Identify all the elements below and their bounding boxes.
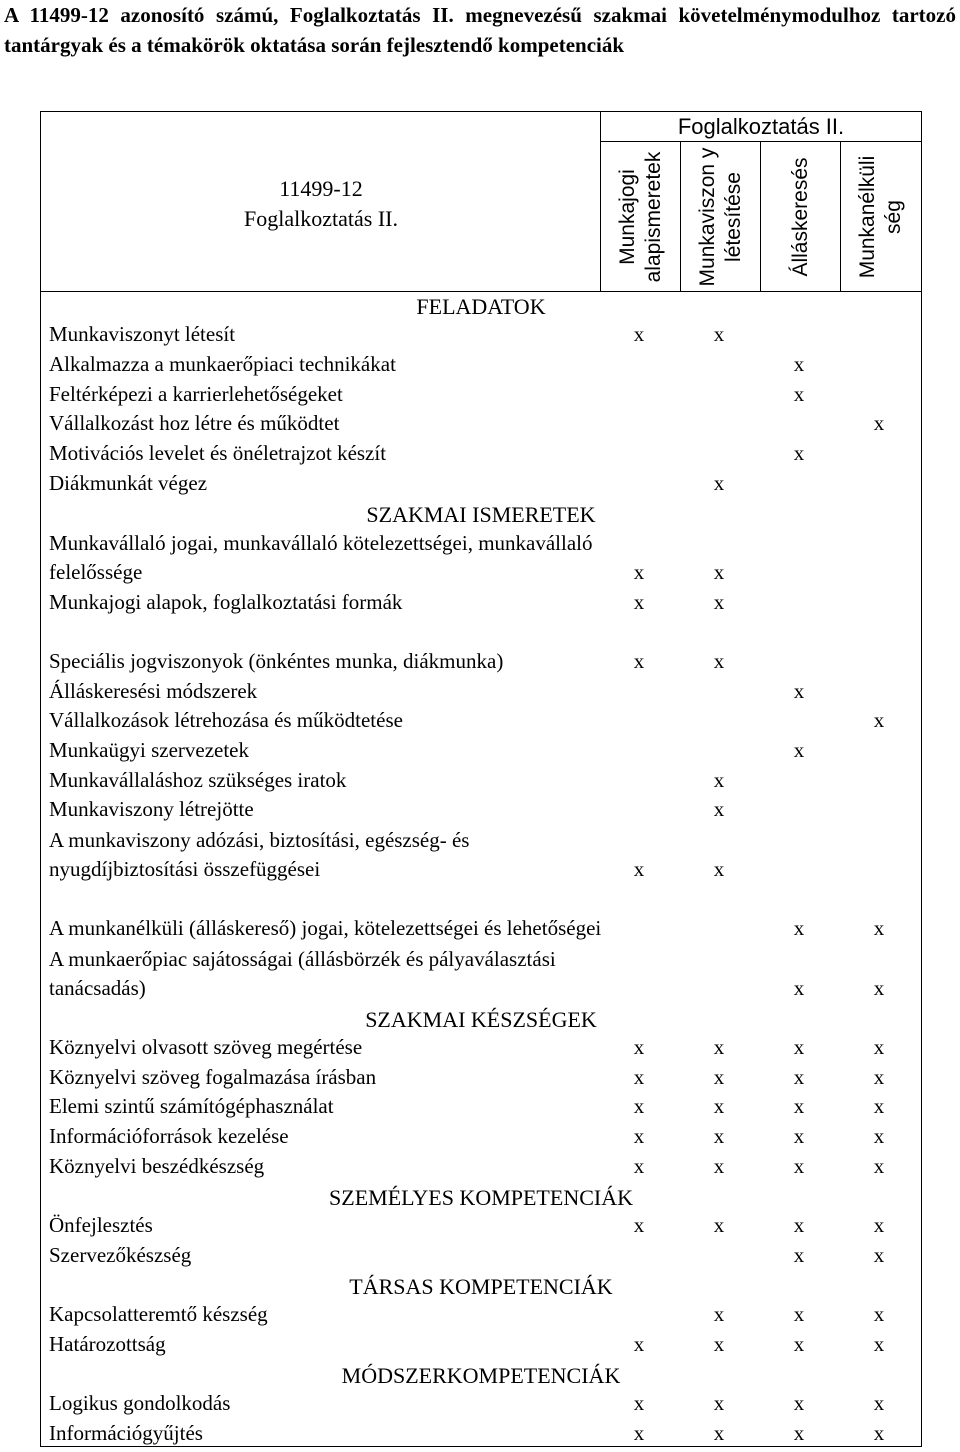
mark-cell: x bbox=[633, 1420, 645, 1445]
column-header-munkanelkuliseg bbox=[841, 142, 921, 292]
row-label: Szervezőkészség bbox=[49, 1242, 192, 1267]
mark-cell: x bbox=[793, 1331, 805, 1356]
row-label: A munkanélküli (álláskereső) jogai, kötelezettségei és lehetőségei bbox=[49, 916, 602, 941]
column-header-allaskereses bbox=[761, 142, 841, 292]
row-label: Munkavállaláshoz szükséges iratok bbox=[49, 767, 347, 792]
mark-cell: x bbox=[713, 1331, 725, 1356]
section-heading: SZAKMAI ISMERETEK bbox=[366, 501, 596, 527]
mark-cell: x bbox=[713, 470, 725, 495]
mark-cell: x bbox=[793, 1064, 805, 1089]
row-label: Motivációs levelet és önéletrajzot készít bbox=[49, 441, 387, 466]
table-row bbox=[41, 1242, 921, 1272]
table-row bbox=[41, 1123, 921, 1153]
row-label: Önfejlesztés bbox=[49, 1213, 153, 1238]
table-row bbox=[41, 1212, 921, 1242]
table-row bbox=[41, 530, 921, 589]
table-row bbox=[41, 322, 921, 352]
table-row bbox=[41, 470, 921, 500]
mark-cell: x bbox=[633, 589, 645, 614]
column-header-label: Munkajogi alapismeretek bbox=[615, 151, 665, 282]
table-row bbox=[41, 1331, 921, 1361]
row-label: Logikus gondolkodás bbox=[49, 1391, 231, 1416]
mark-cell: x bbox=[873, 916, 885, 941]
row-label: Álláskeresési módszerek bbox=[49, 678, 258, 703]
mark-cell: x bbox=[873, 1124, 885, 1149]
mark-cell: x bbox=[793, 1034, 805, 1059]
row-label: Alkalmazza a munkaerőpiaci technikákat bbox=[49, 352, 396, 377]
row-label: Munkajogi alapok, foglalkoztatási formák bbox=[49, 589, 403, 614]
module-name: Foglalkoztatás II. bbox=[244, 206, 398, 231]
mark-cell: x bbox=[633, 1391, 645, 1416]
subject-group-title: Foglalkoztatás II. bbox=[601, 112, 921, 142]
mark-cell: x bbox=[633, 1064, 645, 1089]
table-row bbox=[41, 1034, 921, 1064]
table-row bbox=[41, 797, 921, 827]
row-label: Diákmunkát végez bbox=[49, 470, 208, 495]
mark-cell: x bbox=[713, 767, 725, 792]
mark-cell: x bbox=[633, 1213, 645, 1238]
mark-cell: x bbox=[873, 1094, 885, 1119]
mark-cell: x bbox=[713, 1124, 725, 1149]
mark-cell: x bbox=[713, 797, 725, 822]
section-heading: SZAKMAI KÉSZSÉGEK bbox=[365, 1006, 597, 1032]
mark-cell: x bbox=[713, 1302, 725, 1327]
row-label: Feltérképezi a karrierlehetőségeket bbox=[49, 381, 343, 406]
mark-cell: x bbox=[633, 1034, 645, 1059]
competency-table bbox=[40, 111, 922, 1447]
row-label: Vállalkozást hoz létre és működtet bbox=[49, 411, 340, 436]
mark-cell: x bbox=[793, 381, 805, 406]
mark-cell: x bbox=[873, 1034, 885, 1059]
mark-cell: x bbox=[633, 1331, 645, 1356]
table-row bbox=[41, 589, 921, 619]
row-label: Információforrások kezelése bbox=[49, 1124, 289, 1149]
mark-cell: x bbox=[633, 856, 645, 881]
table-row bbox=[41, 440, 921, 470]
mark-cell: x bbox=[633, 1124, 645, 1149]
mark-cell: x bbox=[873, 1391, 885, 1416]
table-row bbox=[41, 708, 921, 738]
mark-cell: x bbox=[713, 856, 725, 881]
row-label: Köznyelvi szöveg fogalmazása írásban bbox=[49, 1064, 377, 1089]
mark-cell: x bbox=[793, 1124, 805, 1149]
table-body bbox=[41, 292, 921, 1450]
row-label: Vállalkozások létrehozása és működtetése bbox=[49, 708, 403, 733]
mark-cell: x bbox=[873, 1153, 885, 1178]
mark-cell: x bbox=[793, 1302, 805, 1327]
mark-cell: x bbox=[793, 1242, 805, 1267]
mark-cell: x bbox=[873, 1064, 885, 1089]
row-label: Munkavállaló jogai, munkavállaló kötelezettségei, munkavállaló felelőssége bbox=[49, 530, 593, 584]
mark-cell: x bbox=[713, 1064, 725, 1089]
table-row bbox=[41, 411, 921, 441]
mark-cell: x bbox=[633, 559, 645, 584]
mark-cell: x bbox=[793, 1420, 805, 1445]
mark-cell: x bbox=[713, 1094, 725, 1119]
module-code: 11499-12 bbox=[279, 176, 363, 201]
mark-cell: x bbox=[873, 1302, 885, 1327]
row-label: Elemi szintű számítógéphasználat bbox=[49, 1094, 334, 1119]
table-row bbox=[41, 945, 921, 1004]
mark-cell: x bbox=[793, 1153, 805, 1178]
mark-cell: x bbox=[873, 1331, 885, 1356]
table-row bbox=[41, 767, 921, 797]
table-row bbox=[41, 381, 921, 411]
row-label: Munkaügyi szervezetek bbox=[49, 738, 250, 763]
mark-cell: x bbox=[873, 708, 885, 733]
section-heading: MÓDSZERKOMPETENCIÁK bbox=[341, 1362, 621, 1388]
mark-cell: x bbox=[713, 589, 725, 614]
row-label: Információgyűjtés bbox=[49, 1420, 203, 1445]
table-row bbox=[41, 1153, 921, 1183]
table-row bbox=[41, 1301, 921, 1331]
mark-cell: x bbox=[873, 975, 885, 1000]
mark-cell: x bbox=[873, 1213, 885, 1238]
mark-cell: x bbox=[713, 1034, 725, 1059]
table-row bbox=[41, 619, 921, 678]
table-row bbox=[41, 737, 921, 767]
mark-cell: x bbox=[713, 1420, 725, 1445]
table-row bbox=[41, 1391, 921, 1421]
mark-cell: x bbox=[633, 1094, 645, 1119]
mark-cell: x bbox=[793, 1213, 805, 1238]
column-header-label: Munkaviszon y létesítése bbox=[695, 147, 745, 286]
mark-cell: x bbox=[713, 1391, 725, 1416]
mark-cell: x bbox=[713, 1213, 725, 1238]
row-label: Köznyelvi olvasott szöveg megértése bbox=[49, 1034, 363, 1059]
table-row bbox=[41, 351, 921, 381]
column-header-munkaviszony bbox=[681, 142, 761, 292]
mark-cell: x bbox=[793, 678, 805, 703]
mark-cell: x bbox=[713, 322, 725, 347]
row-label: A munkaviszony adózási, biztosítási, egészség- és nyugdíjbiztosítási összefüggései bbox=[49, 827, 470, 881]
row-label: Munkaviszony létrejötte bbox=[49, 797, 254, 822]
row-label: Köznyelvi beszédkészség bbox=[49, 1153, 265, 1178]
section-heading: SZEMÉLYES KOMPETENCIÁK bbox=[329, 1184, 633, 1210]
mark-cell: x bbox=[713, 648, 725, 673]
mark-cell: x bbox=[633, 648, 645, 673]
mark-cell: x bbox=[873, 411, 885, 436]
mark-cell: x bbox=[793, 441, 805, 466]
module-header-cell bbox=[41, 112, 601, 292]
row-label: Munkaviszonyt létesít bbox=[49, 322, 236, 347]
column-header-label: Munkanélküli ség bbox=[856, 155, 905, 278]
table-row bbox=[41, 1420, 921, 1450]
table-row bbox=[41, 826, 921, 885]
mark-cell: x bbox=[793, 738, 805, 763]
table-row bbox=[41, 678, 921, 708]
mark-cell: x bbox=[633, 1153, 645, 1178]
mark-cell: x bbox=[793, 975, 805, 1000]
row-label: Speciális jogviszonyok (önkéntes munka, diákmunka) bbox=[49, 648, 504, 673]
mark-cell: x bbox=[713, 559, 725, 584]
mark-cell: x bbox=[793, 916, 805, 941]
mark-cell: x bbox=[873, 1420, 885, 1445]
row-label: A munkaerőpiac sajátosságai (állásbörzék és pályaválasztási tanácsadás) bbox=[49, 946, 556, 1000]
mark-cell: x bbox=[633, 322, 645, 347]
mark-cell: x bbox=[793, 1094, 805, 1119]
table-row bbox=[41, 1094, 921, 1124]
mark-cell: x bbox=[793, 1391, 805, 1416]
column-header-munkajogi bbox=[601, 142, 681, 292]
document-heading: A 11499-12 azonosító számú, Foglalkoztatás II. megnevezésű szakmai követelménymodulhoz tartozó tantárgyak és a témakörök oktatása során fejlesztendő kompetenciák bbox=[4, 3, 956, 57]
mark-cell: x bbox=[793, 352, 805, 377]
mark-cell: x bbox=[873, 1242, 885, 1267]
table-row bbox=[41, 886, 921, 945]
section-heading: TÁRSAS KOMPETENCIÁK bbox=[349, 1273, 613, 1299]
row-label: Határozottság bbox=[49, 1331, 166, 1356]
column-header-label: Álláskeresés bbox=[788, 156, 812, 277]
mark-cell: x bbox=[713, 1153, 725, 1178]
section-heading: FELADATOK bbox=[416, 294, 546, 319]
table-row bbox=[41, 1064, 921, 1094]
row-label: Kapcsolatteremtő készség bbox=[49, 1302, 268, 1327]
